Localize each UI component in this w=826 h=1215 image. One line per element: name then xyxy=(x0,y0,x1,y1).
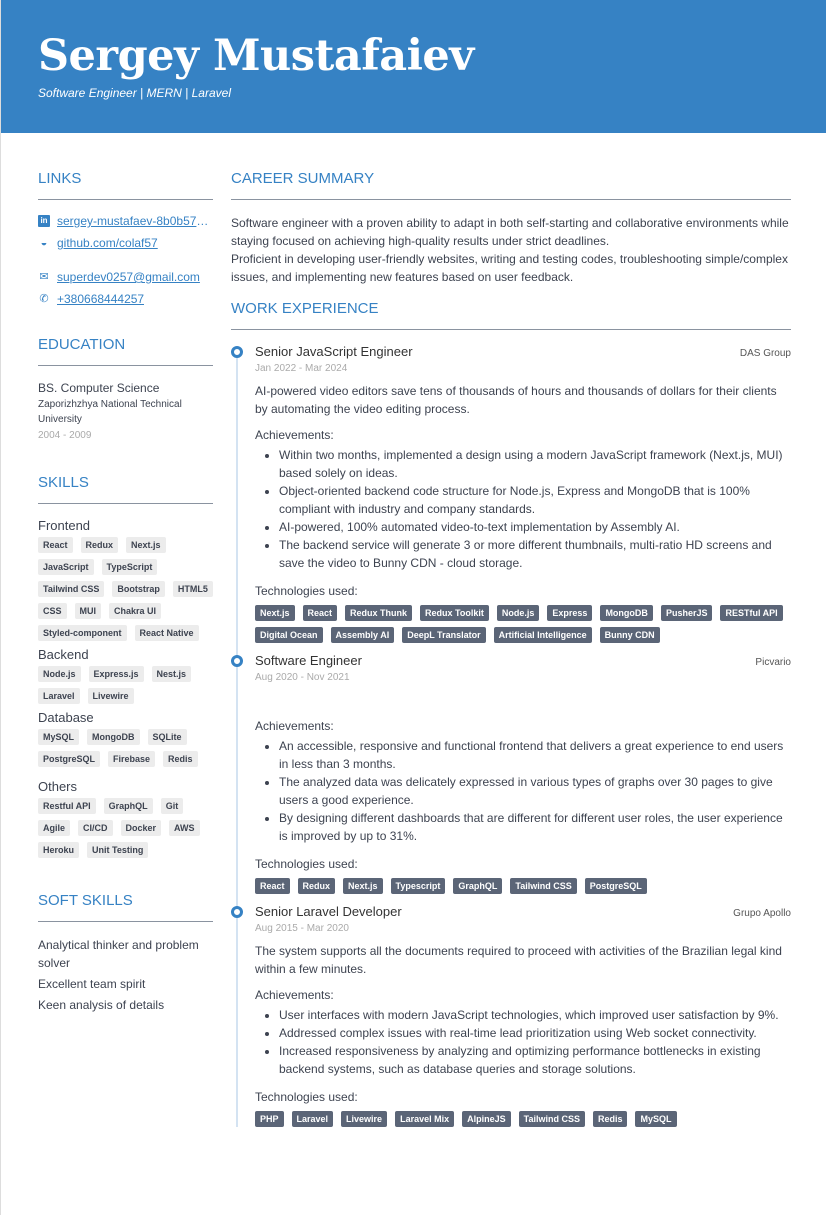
tech-tag: Redux xyxy=(298,878,336,894)
achievement-item: • By designing different dashboards that are different for different user roles, the user experience is improved by up to 31%. xyxy=(279,809,791,845)
skill-tag: MySQL xyxy=(38,729,79,745)
skill-tag: CI/CD xyxy=(78,820,113,836)
skill-tag: React xyxy=(38,537,73,553)
skill-tag: Redis xyxy=(163,751,198,767)
tech-tag: GraphQL xyxy=(453,878,502,894)
education-dates: 2004 - 2009 xyxy=(38,430,92,441)
tech-tag: PusherJS xyxy=(661,605,713,621)
skill-tag: Docker xyxy=(121,820,162,836)
timeline-dot-icon xyxy=(231,906,243,918)
education-entry xyxy=(38,380,213,444)
achievements-list xyxy=(255,446,791,572)
tech-tag: Tailwind CSS xyxy=(519,1111,585,1127)
whatsapp-icon: ✆ xyxy=(39,293,49,305)
tech-tag: Redis xyxy=(593,1111,628,1127)
github-icon: ◒ xyxy=(40,237,48,249)
tech-tag: Livewire xyxy=(341,1111,387,1127)
job-entry xyxy=(255,344,791,643)
job-company: Picvario xyxy=(755,657,791,668)
links-gap xyxy=(38,258,213,270)
tech-tag: Tailwind CSS xyxy=(510,878,576,894)
right-column xyxy=(231,170,791,1137)
tech-tag: PHP xyxy=(255,1111,284,1127)
skill-tag: PostgreSQL xyxy=(38,751,100,767)
skill-tags xyxy=(38,729,213,767)
degree: BS. Computer Science xyxy=(38,381,160,395)
skill-group xyxy=(38,647,213,704)
job-spacer xyxy=(255,691,791,709)
job-entry xyxy=(255,653,791,894)
link-2[interactable]: superdev0257@gmail.com xyxy=(57,270,200,284)
tech-tag: Next.js xyxy=(343,878,383,894)
skill-tag: Livewire xyxy=(88,688,134,704)
job-dates: Aug 2020 - Nov 2021 xyxy=(255,672,350,683)
tech-tag: React xyxy=(303,605,338,621)
links-title: LINKS xyxy=(38,170,213,200)
link-item[interactable] xyxy=(38,270,213,284)
link-item[interactable] xyxy=(38,236,213,250)
skill-tag: Chakra UI xyxy=(109,603,161,619)
education-title: EDUCATION xyxy=(38,336,213,366)
tech-tag: MySQL xyxy=(635,1111,676,1127)
achievements-label: Achievements: xyxy=(255,719,334,733)
technologies-label: Technologies used: xyxy=(255,584,358,598)
skill-tag: CSS xyxy=(38,603,67,619)
skill-tag: Unit Testing xyxy=(87,842,148,858)
tech-tags xyxy=(255,1111,791,1127)
tech-tag: DeepL Translator xyxy=(402,627,485,643)
skill-tag: React Native xyxy=(135,625,199,641)
link-0[interactable]: sergey-mustafaev-8b0b571... xyxy=(57,214,213,228)
tech-tag: Digital Ocean xyxy=(255,627,323,643)
skill-tag: Restful API xyxy=(38,798,96,814)
achievements-list xyxy=(255,737,791,845)
skill-tag: Next.js xyxy=(126,537,166,553)
resume-header xyxy=(1,0,826,133)
skill-tag: GraphQL xyxy=(104,798,153,814)
skill-tag: Express.js xyxy=(89,666,144,682)
skill-group xyxy=(38,518,213,641)
skill-group-title: Frontend xyxy=(38,518,91,533)
tech-tag: React xyxy=(255,878,290,894)
skill-tag: TypeScript xyxy=(102,559,158,575)
achievement-item: • User interfaces with modern JavaScript technologies, which improved user satisfaction by 9%. xyxy=(279,1006,791,1024)
tech-tag: Laravel xyxy=(292,1111,334,1127)
link-item[interactable] xyxy=(38,214,213,228)
technologies-label: Technologies used: xyxy=(255,1090,358,1104)
job-header xyxy=(255,904,791,919)
tech-tag: Artificial Intelligence xyxy=(494,627,592,643)
skill-tag: Laravel xyxy=(38,688,80,704)
skill-tag: Firebase xyxy=(108,751,155,767)
career-summary xyxy=(231,214,791,286)
work-experience-title: WORK EXPERIENCE xyxy=(231,300,791,330)
tech-tag: RESTful API xyxy=(720,605,782,621)
left-column xyxy=(38,170,213,1017)
link-1[interactable]: github.com/colaf57 xyxy=(57,236,158,250)
summary-line: Software engineer with a proven ability to adapt in both self-starting and collaborative environments while staying focused on achieving high-quality results under strict deadlines. xyxy=(231,216,789,248)
achievement-item: • The analyzed data was delicately expressed in various types of graphs over 30 pages to give users a good experience. xyxy=(279,773,791,809)
skill-tag: MongoDB xyxy=(87,729,140,745)
job-header xyxy=(255,653,791,668)
timeline-line xyxy=(236,354,238,1127)
soft-skill-item: Analytical thinker and problem solver xyxy=(38,938,199,970)
achievement-item: • Object-oriented backend code structure for Node.js, Express and MongoDB that is 100% compliant with industry and company standards. xyxy=(279,482,791,518)
achievement-item: • An accessible, responsive and functional frontend that delivers a great experience to end users in less than 3 months. xyxy=(279,737,791,773)
link-item[interactable] xyxy=(38,292,213,306)
technologies-label: Technologies used: xyxy=(255,857,358,871)
tech-tag: MongoDB xyxy=(600,605,653,621)
skill-tags xyxy=(38,798,213,858)
tech-tags xyxy=(255,605,791,643)
tech-tags xyxy=(255,878,791,894)
skill-tag: Nest.js xyxy=(152,666,192,682)
job-header xyxy=(255,344,791,359)
skill-tag: SQLite xyxy=(148,729,187,745)
tech-tag: Laravel Mix xyxy=(395,1111,454,1127)
school: Zaporizhzhya National Technical University xyxy=(38,399,182,425)
tech-tag: PostgreSQL xyxy=(585,878,647,894)
summary-line: Proficient in developing user-friendly websites, writing and testing codes, troubleshooting simple/complex issues, and implementing new features based on user feedback. xyxy=(231,252,788,284)
links-list xyxy=(38,214,213,306)
skill-tag: Node.js xyxy=(38,666,81,682)
job-entry xyxy=(255,904,791,1127)
soft-skill-item: Excellent team spirit xyxy=(38,977,146,991)
skill-group-title: Others xyxy=(38,779,78,794)
tech-tag: Node.js xyxy=(497,605,540,621)
achievement-item: • Within two months, implemented a design using a modern JavaScript framework (Next.js, MUI) based solely on ideas. xyxy=(279,446,791,482)
soft-skills-title: SOFT SKILLS xyxy=(38,892,213,922)
candidate-subtitle: Software Engineer | MERN | Laravel xyxy=(38,86,231,100)
tech-tag: Redux Toolkit xyxy=(420,605,489,621)
job-dates: Aug 2015 - Mar 2020 xyxy=(255,923,349,934)
skill-tags xyxy=(38,537,213,641)
skill-tag: Agile xyxy=(38,820,70,836)
job-title: Software Engineer xyxy=(255,653,362,668)
job-title: Senior Laravel Developer xyxy=(255,904,402,919)
skill-tag: Tailwind CSS xyxy=(38,581,104,597)
achievement-item: • AI-powered, 100% automated video-to-text implementation by Assembly AI. xyxy=(279,518,791,536)
achievement-item: • Addressed complex issues with real-time lead prioritization using Web socket connectivity. xyxy=(279,1024,791,1042)
achievement-item: • Increased responsiveness by analyzing and optimizing performance bottlenecks in existing backend systems, such as database queries and storage solutions. xyxy=(279,1042,791,1078)
skill-group-title: Backend xyxy=(38,647,89,662)
skill-tag: Heroku xyxy=(38,842,79,858)
job-dates: Jan 2022 - Mar 2024 xyxy=(255,363,348,374)
job-description: AI-powered video editors save tens of thousands of hours and thousands of dollars for their clients by automating the video editing process. xyxy=(255,384,777,416)
skill-tag: AWS xyxy=(169,820,200,836)
achievement-item: • The backend service will generate 3 or more different thumbnails, multi-ratio HD screens and save the video to Bunny CDN - cloud storage. xyxy=(279,536,791,572)
skill-tag: Bootstrap xyxy=(112,581,165,597)
skill-tag: HTML5 xyxy=(173,581,213,597)
tech-tag: Express xyxy=(547,605,592,621)
job-company: DAS Group xyxy=(739,348,791,359)
skill-group xyxy=(38,710,213,767)
linkedin-icon: in xyxy=(38,215,50,227)
skill-tag: Git xyxy=(161,798,184,814)
skill-group-title: Database xyxy=(38,710,94,725)
achievements-label: Achievements: xyxy=(255,988,334,1002)
timeline-dot-icon xyxy=(231,655,243,667)
tech-tag: Typescript xyxy=(391,878,446,894)
skill-tags xyxy=(38,666,213,704)
skills-groups xyxy=(38,518,213,858)
tech-tag: Assembly AI xyxy=(331,627,395,643)
link-3[interactable]: +380668444257 xyxy=(57,292,145,306)
skill-tag: MUI xyxy=(75,603,102,619)
job-description: The system supports all the documents required to proceed with activities of the Brazilian legal kind within a few minutes. xyxy=(255,944,782,976)
candidate-name: Sergey Mustafaiev xyxy=(38,31,474,81)
tech-tag: Next.js xyxy=(255,605,295,621)
tech-tag: Redux Thunk xyxy=(345,605,412,621)
skill-tag: JavaScript xyxy=(38,559,94,575)
soft-skill-item: Keen analysis of details xyxy=(38,998,165,1012)
career-summary-title: CAREER SUMMARY xyxy=(231,170,791,200)
experience-timeline xyxy=(231,344,791,1127)
skill-tag: Styled-component xyxy=(38,625,127,641)
skill-group xyxy=(38,779,213,858)
soft-skills-list xyxy=(38,936,213,1014)
job-company: Grupo Apollo xyxy=(733,908,791,919)
email-icon: ✉ xyxy=(39,271,49,283)
timeline-dot-icon xyxy=(231,346,243,358)
achievements-label: Achievements: xyxy=(255,428,334,442)
skills-title: SKILLS xyxy=(38,474,213,504)
tech-tag: AlpineJS xyxy=(462,1111,511,1127)
tech-tag: Bunny CDN xyxy=(600,627,660,643)
achievements-list xyxy=(255,1006,791,1078)
skill-tag: Redux xyxy=(81,537,119,553)
job-title: Senior JavaScript Engineer xyxy=(255,344,413,359)
